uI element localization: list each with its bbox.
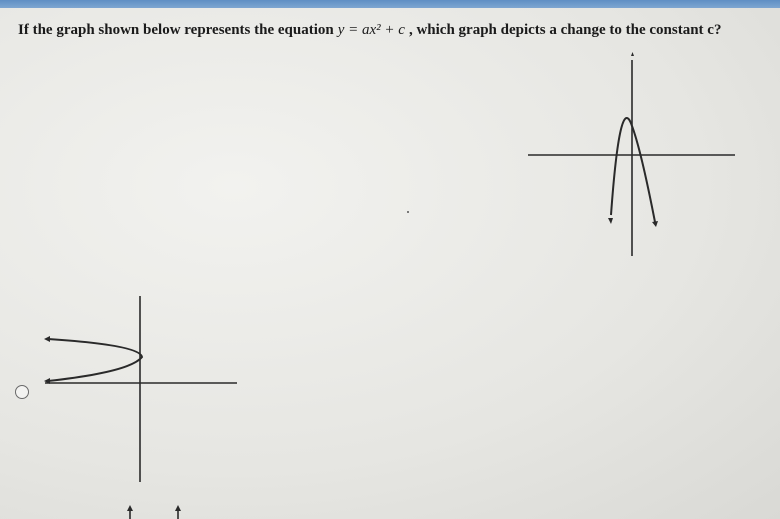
question-equation: y = ax² + c	[337, 22, 405, 38]
answer-option-1-radio[interactable]	[15, 385, 29, 399]
option-graph	[44, 296, 237, 482]
reference-parabola	[611, 118, 655, 222]
reference-left-arrow-icon	[608, 218, 613, 224]
option-top-arrow-icon	[44, 336, 50, 342]
question-prefix: If the graph shown below represents the equation	[18, 22, 334, 38]
up-arrow-icon	[175, 505, 181, 511]
reference-y-arrow-icon	[631, 52, 634, 56]
reference-right-arrow-icon	[652, 221, 658, 227]
next-option-partial	[127, 505, 181, 519]
speck	[407, 211, 409, 213]
reference-graph	[528, 52, 735, 256]
question-suffix: , which graph depicts a change to the constant c?	[408, 22, 722, 38]
option-parabola	[48, 339, 142, 381]
up-arrow-icon	[127, 505, 133, 511]
